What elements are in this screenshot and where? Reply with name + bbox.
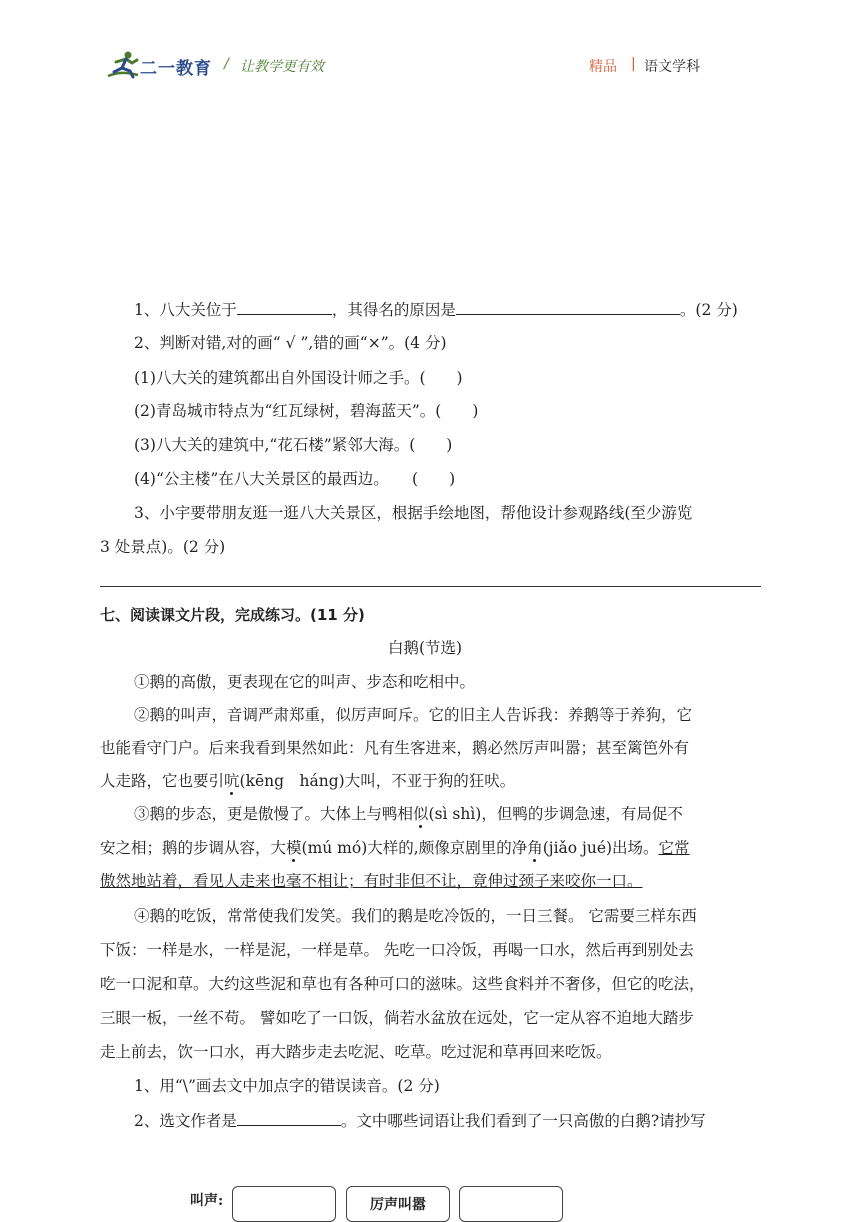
quality-badge: 精品	[589, 59, 617, 75]
text-run: 人走路，它也要引	[100, 772, 225, 790]
brand-name: 二一教育	[140, 59, 212, 79]
header-slash: /	[224, 56, 229, 72]
q7-question-2	[134, 1109, 706, 1132]
underlined-text: 它常	[658, 839, 690, 857]
q6-q2-item: (2)青岛城市特点为“红瓦绿树，碧海蓝天”。( )	[134, 402, 479, 420]
text-run: 2、选文作者是	[134, 1112, 237, 1130]
q6-q2-item: (4)“公主楼”在八大关景区的最西边。 ( )	[134, 470, 456, 488]
text-run: (jiǎo jué)出场。	[542, 839, 659, 857]
q7-question-1: 1、用“\”画去文中加点字的错误读音。(2 分)	[134, 1077, 440, 1095]
answer-blank[interactable]	[237, 1109, 341, 1126]
answer-blank[interactable]	[237, 298, 332, 315]
brand-slogan: 让教学更有效	[240, 59, 324, 75]
passage-paragraph-2-line2: 也能看守门户。后来我看到果然如此：凡有生客进来，鹅必然厉声叫嚣；甚至篱笆外有	[100, 739, 690, 757]
passage-title: 白鹅(节选)	[388, 639, 463, 657]
q6-question-1	[134, 298, 738, 321]
passage-paragraph-3-line3: 傲然地站着，看见人走来也毫不相让；有时非但不让，竟伸过颈子来咬你一口。	[100, 872, 643, 890]
box-row-label: 叫声:	[190, 1193, 224, 1209]
text-run: 安之相；鹅的步调从容，大	[100, 839, 287, 857]
text-run: (mú mó)大样的,颇像京剧里的净	[301, 839, 528, 857]
subject-label: 语文学科	[644, 59, 700, 75]
passage-paragraph-4-line3: 吃一口泥和草。大约这些泥和草也有各种可口的滋味。这些食料并不奢侈，但它的吃法，	[100, 975, 705, 993]
dotted-char: 模	[286, 839, 302, 857]
answer-blank[interactable]	[456, 298, 680, 315]
section-divider	[100, 586, 761, 587]
passage-paragraph-2-line1: ②鹅的叫声，音调严肃郑重，似厉声呵斥。它的旧主人告诉我：养鹅等于养狗，它	[134, 706, 693, 724]
passage-paragraph-4-line4: 三眼一板，一丝不苟。 譬如吃了一口饭，倘若水盆放在远处，它一定从容不迫地大踏步	[100, 1009, 694, 1027]
q6-q1-text-a: 1、八大关位于	[134, 301, 237, 319]
passage-paragraph-3-line1	[134, 803, 683, 825]
q6-question-3-line1: 3、小宇要带朋友逛一逛八大关景区，根据手绘地图，帮他设计参观路线(至少游览	[134, 504, 693, 522]
passage-paragraph-1: ①鹅的高傲，更表现在它的叫声、步态和吃相中。	[134, 673, 476, 691]
passage-paragraph-4-line1: ④鹅的吃饭，常常使我们发笑。我们的鹅是吃冷饭的，一日三餐。 它需要三样东西	[134, 907, 697, 925]
q6-q1-text-c: 。(2 分)	[679, 301, 738, 319]
text-run: 。文中哪些词语让我们看到了一只高傲的白鹅?请抄写	[340, 1112, 706, 1130]
text-run: ③鹅的步态，更是傲慢了。大体上与鸭相	[134, 805, 414, 823]
dotted-char: 吭	[224, 772, 240, 790]
q6-question-3-line2: 3 处景点)。(2 分)	[100, 538, 226, 556]
example-box-text: 厉声叫嚣	[370, 1197, 426, 1213]
q6-q1-text-b: ，其得名的原因是	[331, 301, 456, 319]
passage-paragraph-4-line2: 下饭：一样是水，一样是泥，一样是草。 先吃一口冷饭，再喝一口水，然后再到别处去	[100, 941, 694, 959]
q6-question-2: 2、判断对错,对的画“ √ ”,错的画“×”。(4 分)	[134, 334, 447, 352]
passage-paragraph-3-line2	[100, 837, 690, 859]
header-divider: |	[631, 56, 636, 72]
q6-q2-item: (3)八大关的建筑中,“花石楼”紧邻大海。( )	[134, 436, 453, 454]
dotted-char: 角	[527, 839, 543, 857]
answer-box[interactable]	[459, 1186, 563, 1222]
section-7-title: 七、阅读课文片段，完成练习。(11 分)	[100, 606, 365, 624]
answer-box[interactable]	[232, 1186, 336, 1222]
q6-q2-item: (1)八大关的建筑都出自外国设计师之手。( )	[134, 369, 463, 387]
passage-paragraph-4-line5: 走上前去，饮一口水，再大踏步走去吃泥、吃草。吃过泥和草再回来吃饭。	[100, 1043, 612, 1061]
dotted-char: 似	[413, 805, 429, 823]
example-box	[346, 1186, 450, 1222]
passage-paragraph-2-line3	[100, 770, 515, 792]
text-run: (kēng háng)大叫，不亚于狗的狂吠。	[239, 772, 516, 790]
text-run: (sì shì)，但鸭的步调急速，有局促不	[428, 805, 683, 823]
